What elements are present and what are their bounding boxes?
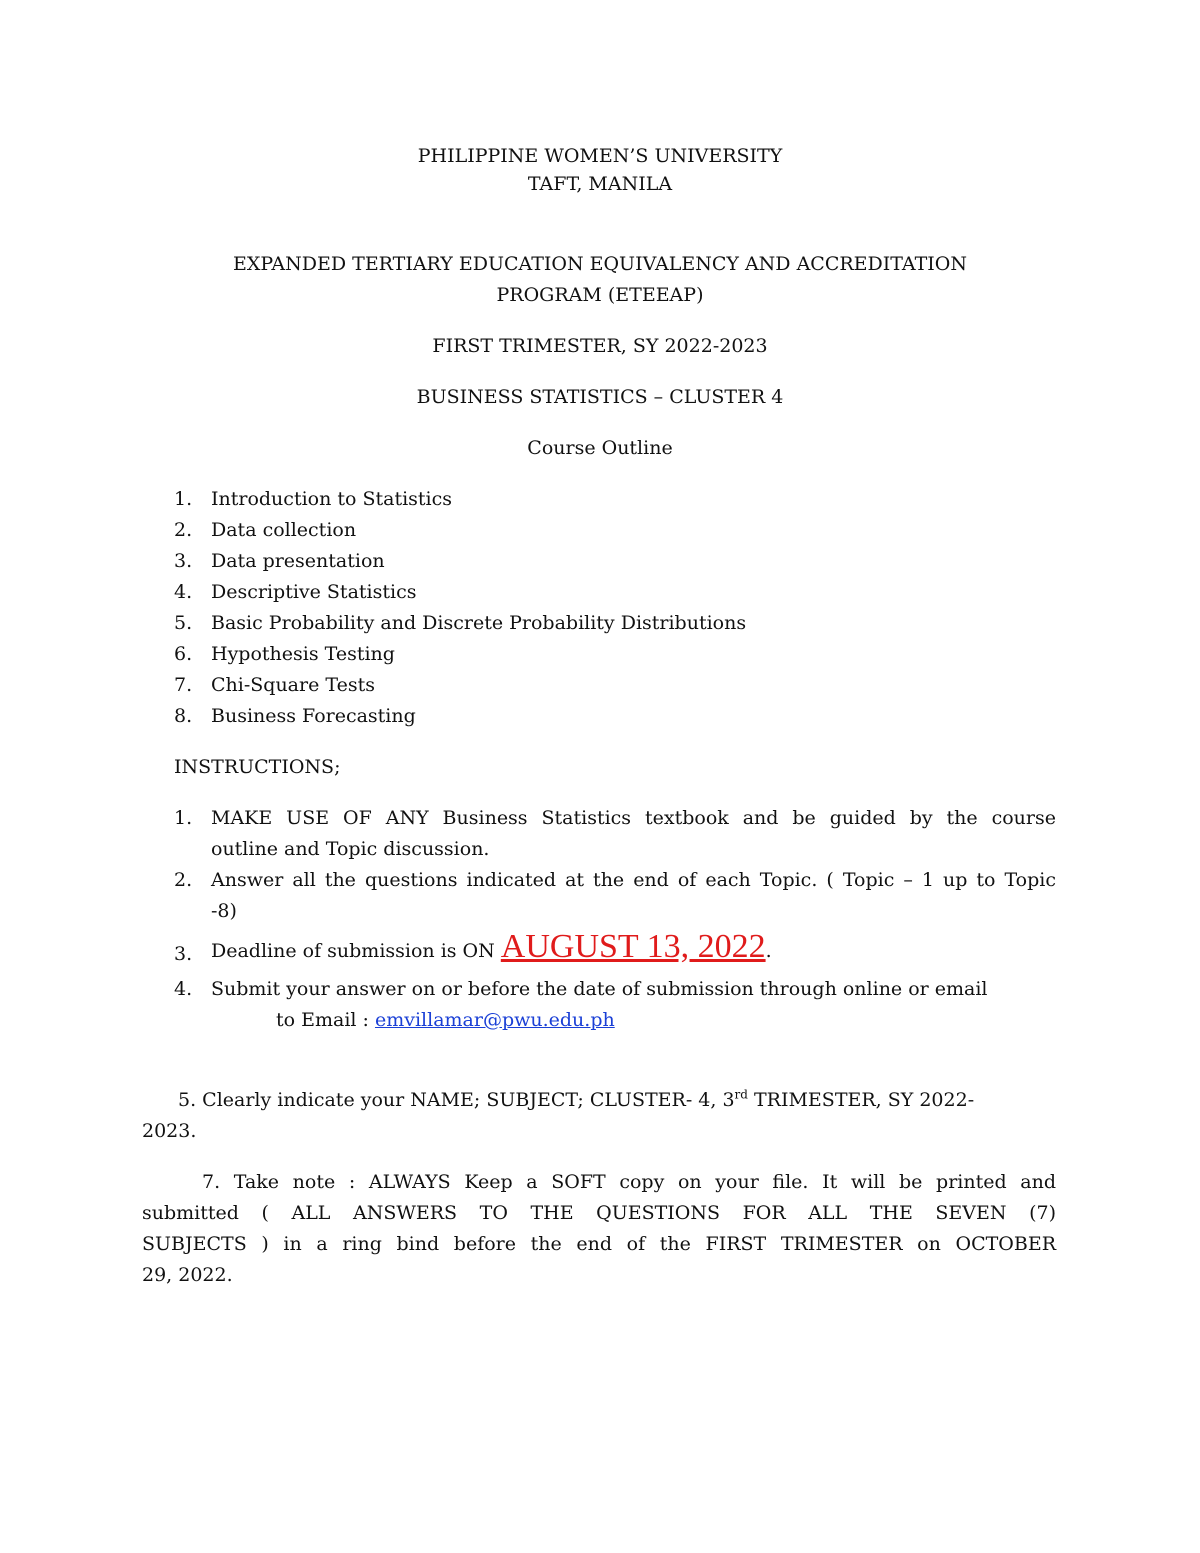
outline-number: 5. — [174, 612, 193, 634]
outline-number: 4. — [174, 581, 193, 603]
deadline-text: Deadline of submission is ON — [211, 940, 501, 962]
outline-item: Introduction to Statistics — [211, 488, 453, 510]
program-title-line1: EXPANDED TERTIARY EDUCATION EQUIVALENCY AND ACCREDITATION — [232, 253, 967, 275]
deadline-period: . — [765, 940, 772, 962]
outline-item: Data collection — [211, 519, 357, 541]
instruction-5-line2: 2023. — [142, 1120, 197, 1142]
outline-item: Business Forecasting — [211, 705, 416, 727]
outline-number: 1. — [174, 488, 193, 510]
outline-number: 3. — [174, 550, 193, 572]
instruction-number: 1. — [174, 807, 193, 829]
instructions-heading: INSTRUCTIONS; — [174, 756, 341, 778]
instruction-5-text: 5. Clearly indicate your NAME; SUBJECT; CLUSTER- 4, 3 — [178, 1089, 735, 1111]
outline-item: Hypothesis Testing — [211, 643, 395, 665]
deadline-date: AUGUST 13, 2022 — [500, 928, 766, 965]
outline-item: Chi-Square Tests — [211, 674, 375, 696]
term-heading: FIRST TRIMESTER, SY 2022-2023 — [432, 335, 768, 357]
outline-item: Descriptive Statistics — [211, 581, 417, 603]
instruction-5-line1 — [178, 1086, 974, 1114]
instruction-7-line2: submitted ( ALL ANSWERS TO THE QUESTIONS FOR ALL THE SEVEN (7) — [142, 1202, 1056, 1224]
ordinal-suffix: rd — [734, 1087, 748, 1102]
instruction-number: 2. — [174, 869, 193, 891]
instruction-7-line3: SUBJECTS ) in a ring bind before the end of the FIRST TRIMESTER on OCTOBER — [142, 1233, 1056, 1255]
email-label: to Email : — [276, 1009, 375, 1031]
instruction-number: 3. — [174, 943, 193, 965]
instruction-5-text-end: TRIMESTER, SY 2022- — [747, 1089, 975, 1111]
outline-item: Data presentation — [211, 550, 385, 572]
instruction-7-line1: 7. Take note : ALWAYS Keep a SOFT copy on your file. It will be printed and — [202, 1171, 1056, 1193]
outline-item: Basic Probability and Discrete Probability Distributions — [211, 612, 747, 634]
email-link[interactable]: emvillamar@pwu.edu.ph — [374, 1009, 615, 1031]
instruction-1-line1: MAKE USE OF ANY Business Statistics textbook and be guided by the course — [211, 807, 1056, 829]
instruction-7-line4: 29, 2022. — [142, 1264, 233, 1286]
instruction-4-line1: Submit your answer on or before the date of submission through online or email — [211, 978, 988, 1000]
outline-number: 7. — [174, 674, 193, 696]
outline-number: 6. — [174, 643, 193, 665]
instruction-2-line1: Answer all the questions indicated at the end of each Topic. ( Topic – 1 up to Topic — [211, 869, 1056, 891]
outline-number: 2. — [174, 519, 193, 541]
instruction-4-line2 — [276, 1006, 615, 1034]
outline-number: 8. — [174, 705, 193, 727]
instruction-3 — [211, 925, 772, 973]
instruction-1-line2: outline and Topic discussion. — [211, 838, 490, 860]
program-title-line2: PROGRAM (ETEEAP) — [496, 284, 704, 306]
instruction-number: 4. — [174, 978, 193, 1000]
university-location: TAFT, MANILA — [527, 173, 673, 195]
subject-heading: BUSINESS STATISTICS – CLUSTER 4 — [416, 386, 784, 408]
course-outline-title: Course Outline — [527, 437, 673, 459]
university-name: PHILIPPINE WOMEN’S UNIVERSITY — [417, 145, 783, 167]
instruction-2-line2: -8) — [211, 900, 237, 922]
